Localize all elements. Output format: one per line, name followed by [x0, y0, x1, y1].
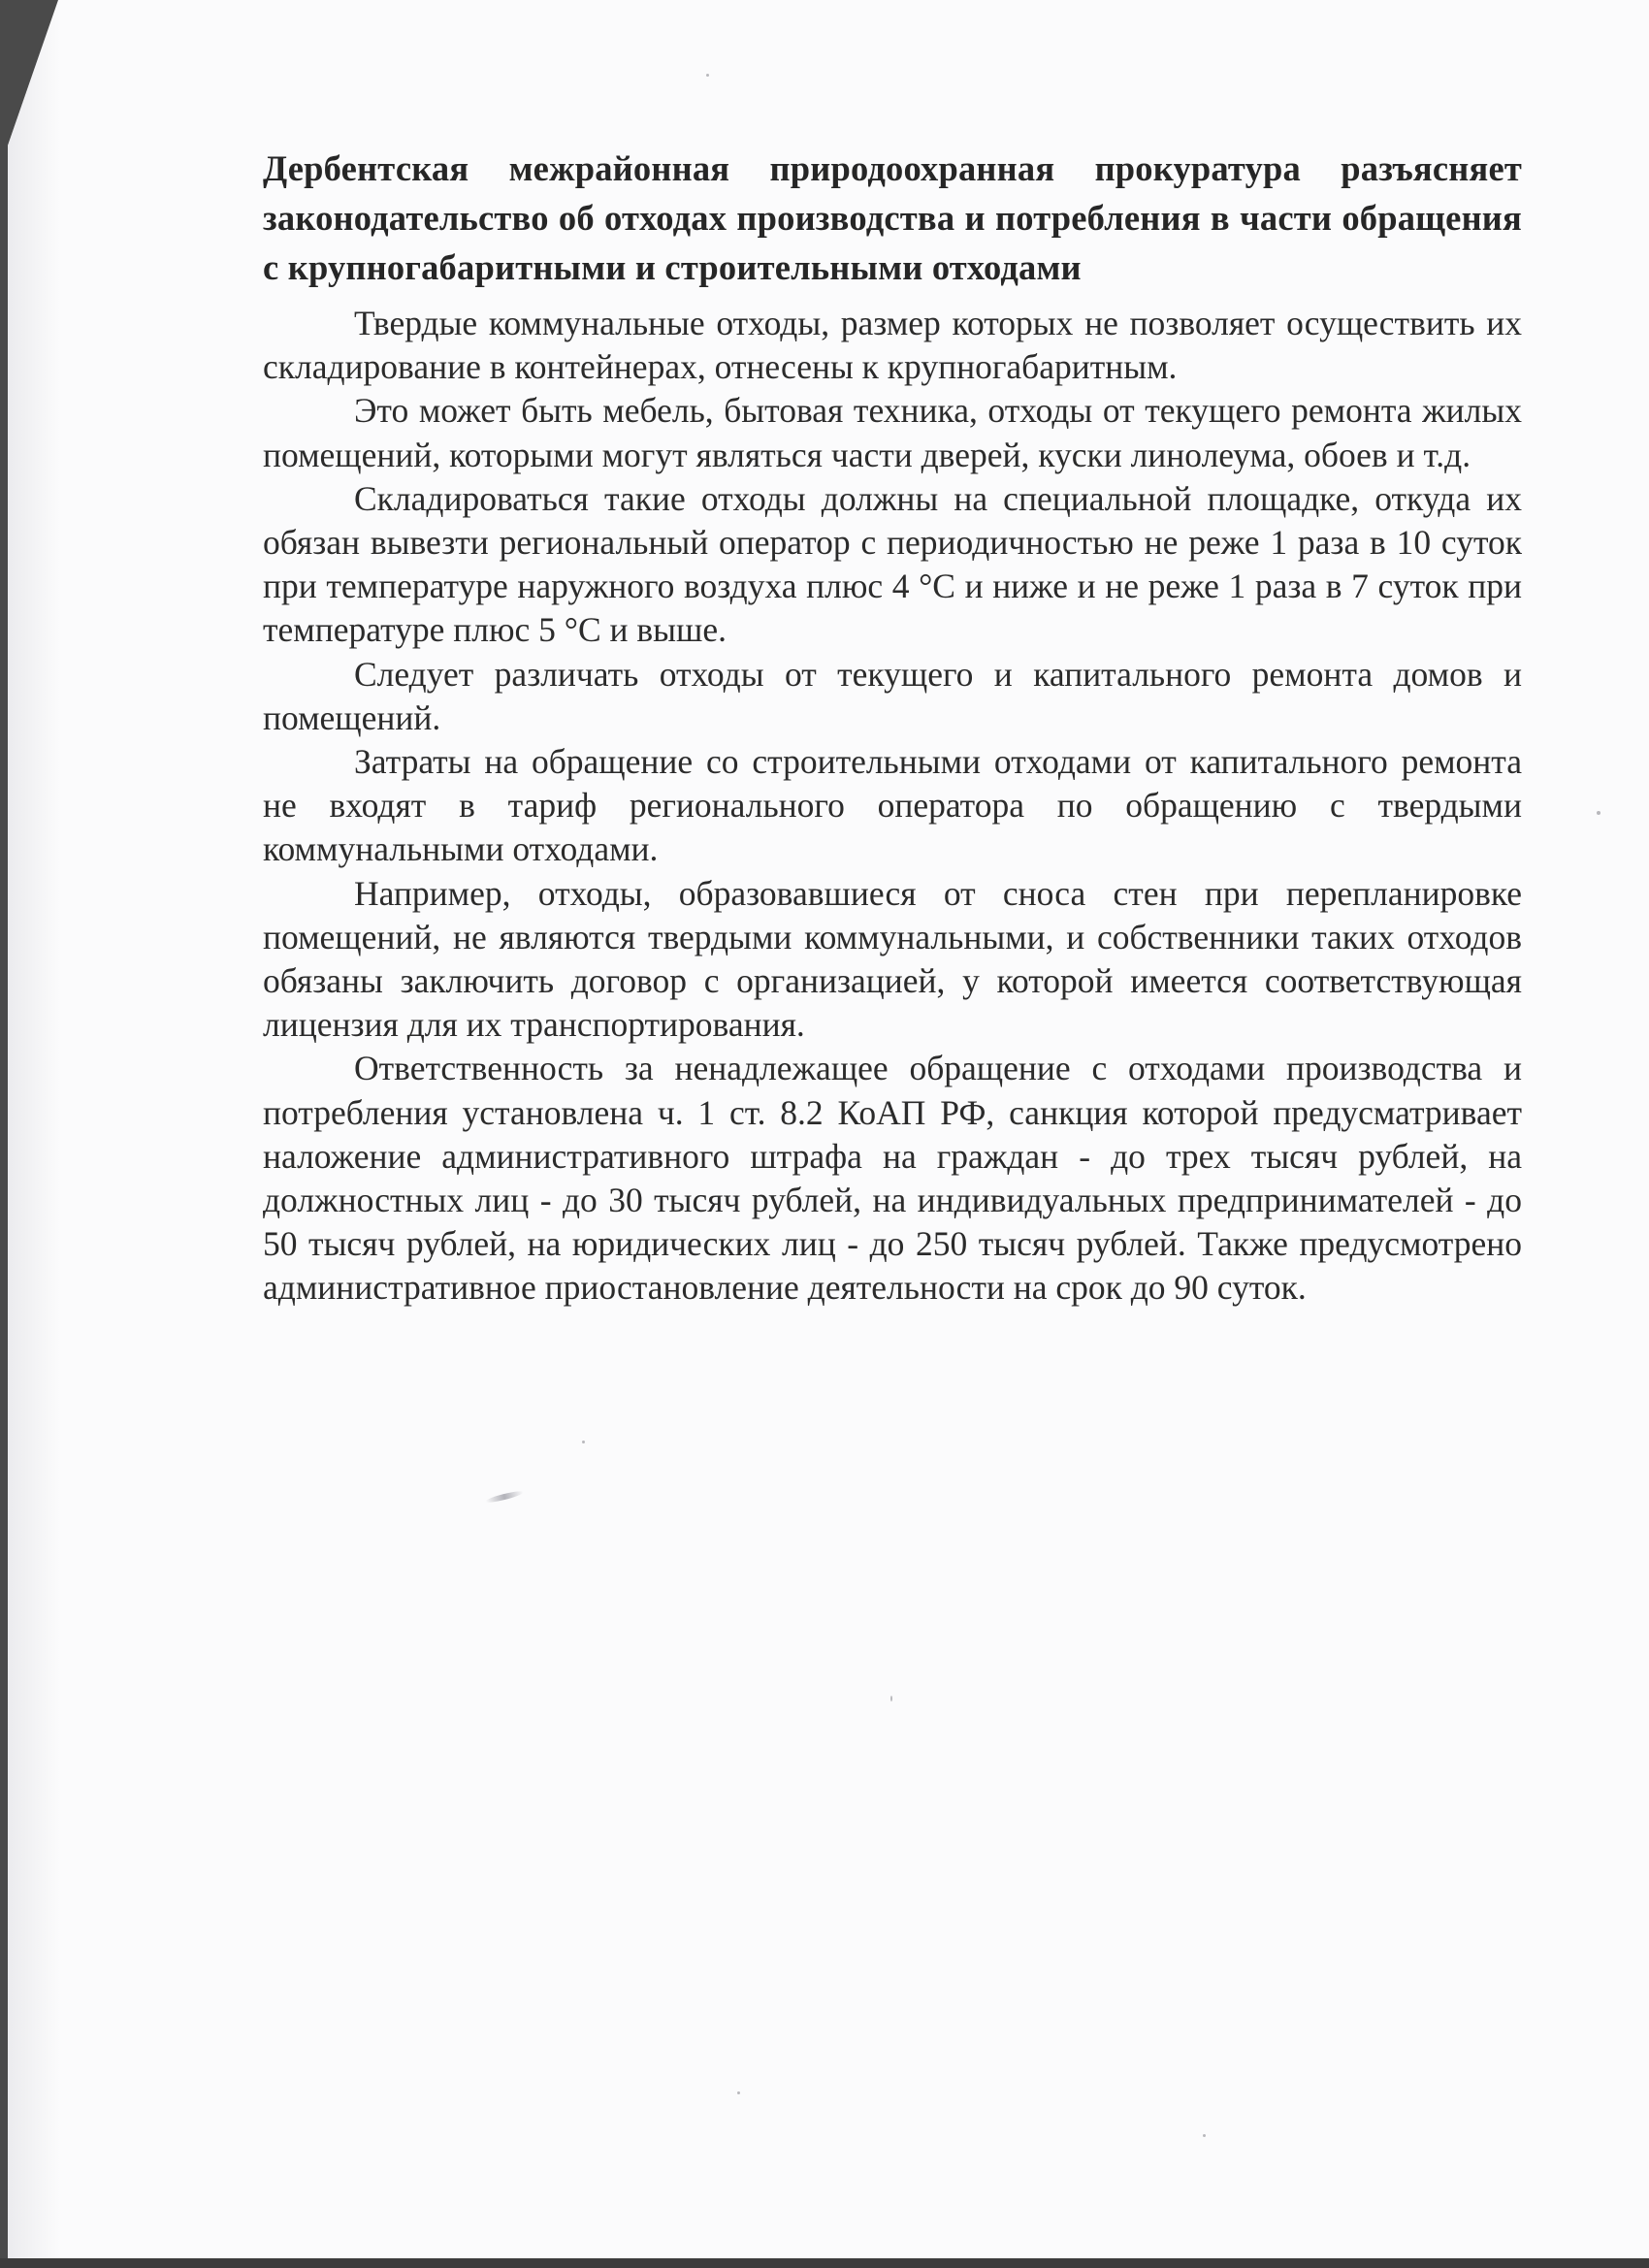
paragraph: Следует различать отходы от текущего и капитального ремонта домов и помещений.	[263, 654, 1522, 737]
paragraph: Это может быть мебель, бытовая техника, отходы от текущего ремонта жилых помещений, которыми могут являться части дверей, куски линолеума, обоев и т.д.	[263, 391, 1522, 474]
paragraph: Ответственность за ненадлежащее обращение с отходами производства и потребления установлена ч. 1 ст. 8.2 КоАП РФ, санкция которой предусматривает наложение административного штрафа на граждан - до трех тысяч рублей, на должностных лиц - до 30 тысяч рублей, на индивидуальных предпринимателей - до 50 тысяч рублей, на юридических лиц - до 250 тысяч рублей. Также предусмотрено административное приостановление деятельности на срок до 90 суток.	[263, 1049, 1522, 1308]
paragraph: Например, отходы, образовавшиеся от сноса стен при перепланировке помещений, не являются твердыми коммунальными, и собственники таких отходов обязаны заключить договор с организацией, у которой имеется соответствующая лицензия для их транспортирования.	[263, 873, 1522, 1045]
scan-speck	[582, 1441, 585, 1443]
paragraph: Твердые коммунальные отходы, размер которых не позволяет осуществить их складирование в контейнерах, отнесены к крупногабаритным.	[263, 304, 1522, 387]
scan-speck	[737, 2091, 740, 2094]
document-body	[263, 144, 1522, 1311]
scan-speck	[706, 74, 709, 77]
scan-speck	[1597, 811, 1600, 815]
paragraph: Складироваться такие отходы должны на специальной площадке, откуда их обязан вывезти региональный оператор с периодичностью не реже 1 раза в 10 суток при температуре наружного воздуха плюс 4 °С и ниже и не реже 1 раза в 7 суток при температуре плюс 5 °С и выше.	[263, 478, 1522, 650]
scan-speck	[890, 1696, 892, 1701]
page-fold-shadow	[0, 0, 60, 2264]
scan-speck	[1203, 2134, 1206, 2137]
scan-bottom-edge	[0, 2258, 1649, 2268]
document-heading: Дербентская межрайонная природоохранная прокуратура разъясняет законодательство об отходах производства и потребления в части обращения с крупногабаритными и строительными отходами	[263, 148, 1522, 287]
paragraph: Затраты на обращение со строительными отходами от капитального ремонта не входят в тариф регионального оператора по обращению с твердыми коммунальными отходами.	[263, 742, 1522, 869]
